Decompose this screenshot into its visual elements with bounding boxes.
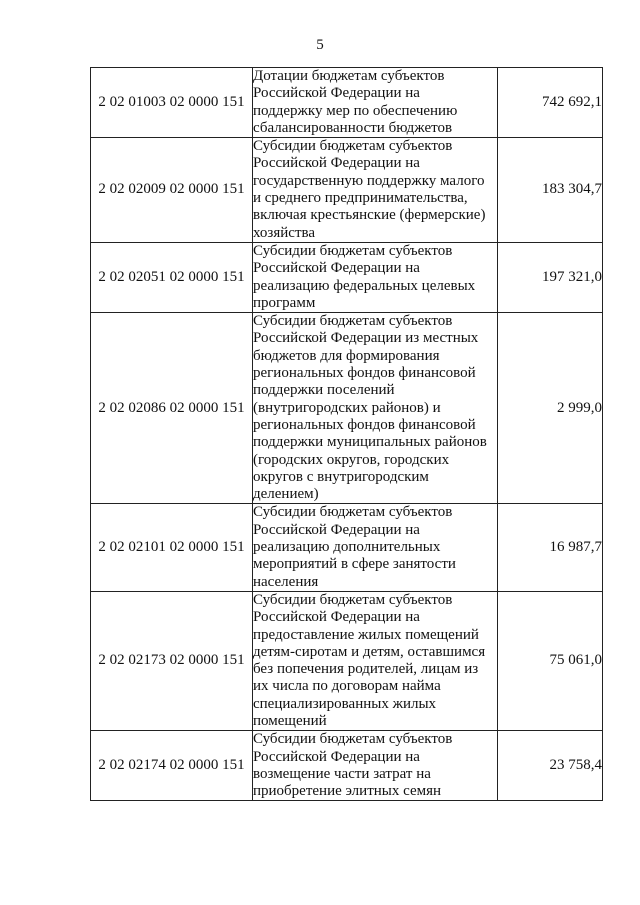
- amount-cell: 183 304,7: [498, 138, 603, 243]
- table-row: [91, 731, 603, 801]
- description-line: населения: [253, 573, 319, 590]
- description-line: Субсидии бюджетам субъектов: [253, 242, 453, 259]
- description-line: возмещение части затрат на: [253, 765, 431, 782]
- amount-cell: 742 692,1: [498, 68, 603, 138]
- description-line: Российской Федерации на: [253, 85, 420, 102]
- description-line: мероприятий в сфере занятости: [253, 556, 456, 573]
- budget-code-cell: 2 02 01003 02 0000 151: [91, 68, 253, 138]
- description-line: Субсидии бюджетам субъектов: [253, 313, 453, 330]
- table-row: [91, 242, 603, 312]
- description-line: хозяйства: [253, 224, 316, 241]
- description-line: бюджетов для формирования: [253, 347, 440, 364]
- description-line: без попечения родителей, лицам из: [253, 661, 479, 678]
- description-line: предоставление жилых помещений: [253, 626, 479, 643]
- budget-table-body: [91, 68, 603, 801]
- table-row: [91, 313, 603, 504]
- budget-code-cell: 2 02 02086 02 0000 151: [91, 313, 253, 504]
- description-line: Дотации бюджетам субъектов: [253, 68, 445, 84]
- table-row: [91, 504, 603, 591]
- description-cell: [253, 242, 498, 312]
- description-line: делением): [253, 486, 319, 503]
- description-line: Российской Федерации на: [253, 521, 420, 538]
- amount-cell: 16 987,7: [498, 504, 603, 591]
- description-cell: [253, 138, 498, 243]
- budget-code-cell: 2 02 02173 02 0000 151: [91, 591, 253, 730]
- amount-cell: 75 061,0: [498, 591, 603, 730]
- description-line: поддержки муниципальных районов: [253, 434, 487, 451]
- description-line: помещений: [253, 712, 327, 729]
- description-line: поддержку мер по обеспечению: [253, 102, 458, 119]
- table-row: [91, 68, 603, 138]
- description-line: включая крестьянские (фермерские): [253, 207, 486, 224]
- description-line: приобретение элитных семян: [253, 783, 442, 800]
- description-line: Российской Федерации на: [253, 155, 420, 172]
- description-line: и среднего предпринимательства,: [253, 190, 468, 207]
- amount-cell: 197 321,0: [498, 242, 603, 312]
- description-line: их числа по договорам найма: [253, 678, 441, 695]
- amount-cell: 23 758,4: [498, 731, 603, 801]
- description-line: Субсидии бюджетам субъектов: [253, 138, 453, 155]
- budget-code-cell: 2 02 02009 02 0000 151: [91, 138, 253, 243]
- description-line: государственную поддержку малого: [253, 172, 485, 189]
- description-line: Российской Федерации на: [253, 260, 420, 277]
- table-row: [91, 138, 603, 243]
- description-cell: [253, 731, 498, 801]
- budget-code-cell: 2 02 02101 02 0000 151: [91, 504, 253, 591]
- description-line: Субсидии бюджетам субъектов: [253, 591, 453, 608]
- description-line: Субсидии бюджетам субъектов: [253, 731, 453, 748]
- description-line: региональных фондов финансовой: [253, 365, 476, 382]
- description-line: сбалансированности бюджетов: [253, 119, 453, 136]
- description-cell: [253, 504, 498, 591]
- description-line: реализацию дополнительных: [253, 539, 441, 556]
- amount-cell: 2 999,0: [498, 313, 603, 504]
- description-cell: [253, 68, 498, 138]
- page-number: 5: [316, 37, 324, 53]
- description-line: специализированных жилых: [253, 695, 437, 712]
- budget-code-cell: 2 02 02051 02 0000 151: [91, 242, 253, 312]
- description-line: программ: [253, 294, 316, 311]
- description-line: Российской Федерации на: [253, 748, 420, 765]
- budget-table: [90, 67, 603, 801]
- description-line: Российской Федерации из местных: [253, 330, 479, 347]
- description-line: Российской Федерации на: [253, 609, 420, 626]
- description-line: Субсидии бюджетам субъектов: [253, 504, 453, 521]
- budget-code-cell: 2 02 02174 02 0000 151: [91, 731, 253, 801]
- description-cell: [253, 313, 498, 504]
- description-line: (городских округов, городских: [253, 451, 450, 468]
- description-line: округов с внутригородским: [253, 468, 429, 485]
- description-line: реализацию федеральных целевых: [253, 277, 476, 294]
- description-cell: [253, 591, 498, 730]
- description-line: поддержки поселений: [253, 382, 395, 399]
- description-line: региональных фондов финансовой: [253, 416, 476, 433]
- description-line: (внутригородских районов) и: [253, 399, 441, 416]
- description-line: детям-сиротам и детям, оставшимся: [253, 643, 486, 660]
- table-row: [91, 591, 603, 730]
